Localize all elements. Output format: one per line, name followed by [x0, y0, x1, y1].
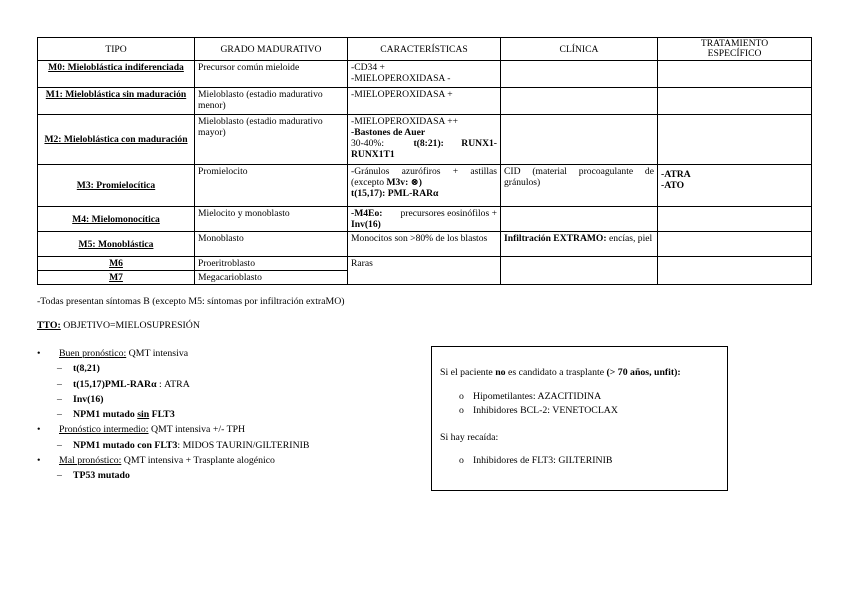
cell-tipo: M6 — [38, 257, 195, 271]
intermediate-prognosis-text: QMT intensiva +/- TPH — [148, 424, 246, 436]
list-subitem — [37, 377, 309, 392]
list-subitem — [37, 361, 309, 376]
dash-icon: – — [57, 393, 62, 405]
cell-clinica — [501, 257, 658, 285]
table-row — [38, 115, 812, 165]
subitem-text: : ATRA — [156, 378, 190, 390]
box-option-text: Inhibidores de FLT3: GILTERINIB — [473, 455, 613, 466]
header-grado: GRADO MADURATIVO — [195, 38, 348, 61]
cell-tratamiento — [658, 257, 812, 285]
table-row — [38, 165, 812, 207]
tto-text: OBJETIVO=MIELOSUPRESIÓN — [60, 320, 200, 331]
cell-clinica — [501, 61, 658, 88]
cell-clinica — [501, 88, 658, 115]
table-row — [38, 207, 812, 232]
car-line: -MIELOPEROXIDASA ++ — [351, 116, 459, 127]
box-option — [459, 455, 612, 466]
box-text-bold: (> 70 años, unfit): — [606, 367, 681, 378]
box-paragraph — [440, 367, 681, 378]
car-text: precursores eosinófilos + — [400, 208, 497, 219]
cell-caracteristicas: Raras — [348, 257, 501, 285]
cell-grado: Monoblasto — [195, 232, 348, 257]
cell-caracteristicas: Monocitos son >80% de los blastos — [348, 232, 501, 257]
box-text: Si el paciente — [440, 367, 496, 378]
subitem-text: sin — [137, 409, 150, 421]
box-option-text: Hipometilantes: AZACITIDINA — [473, 391, 602, 402]
dash-icon: – — [57, 439, 62, 451]
car-line: t(15,17): PML-RARα — [351, 188, 439, 199]
car-translocation: t(8:21): RUNX1-RUNX1T1 — [351, 138, 497, 160]
intermediate-prognosis-label: Pronóstico intermedio: — [59, 424, 149, 436]
cell-clinica: CID (material procoagulante de gránulos) — [501, 165, 658, 207]
subitem-text: FLT3 — [149, 409, 175, 421]
subitem-text: TP53 mutado — [73, 470, 130, 482]
box-text-bold: no — [495, 367, 506, 378]
car-percent: 30-40%: — [351, 138, 385, 149]
dash-icon: – — [57, 470, 62, 482]
dash-icon: – — [57, 363, 62, 375]
clinica-text: encías, piel — [606, 233, 653, 244]
table-row — [38, 61, 812, 88]
bullet-icon: • — [37, 455, 41, 467]
header-tratamiento-l2: ESPECÍFICO — [707, 48, 762, 59]
header-clinica: CLÍNICA — [501, 38, 658, 61]
header-tratamiento — [658, 38, 812, 61]
cell-tipo: M1: Mieloblástica sin maduración — [38, 88, 195, 115]
circle-bullet-icon: o — [459, 391, 464, 402]
good-prognosis-label: Buen pronóstico: — [59, 348, 127, 359]
bullet-icon: • — [37, 424, 41, 436]
cell-clinica — [501, 115, 658, 165]
cell-tipo: M0: Mieloblástica indiferenciada — [38, 61, 195, 88]
list-subitem — [37, 468, 309, 483]
cell-caracteristicas — [348, 207, 501, 232]
car-text: -Gránulos azurófiros + astillas (excepto — [351, 166, 497, 188]
trat-line: -ATRA — [661, 169, 691, 180]
list-item — [37, 453, 309, 468]
cell-tratamiento — [658, 115, 812, 165]
cell-grado: Mielocito y monoblasto — [195, 207, 348, 232]
subitem-text: NPM1 mutado con FLT3 — [73, 439, 178, 451]
list-subitem — [37, 392, 309, 407]
cell-caracteristicas — [348, 115, 501, 165]
cell-tratamiento — [658, 165, 812, 207]
dash-icon: – — [57, 378, 62, 390]
header-caracteristicas: CARACTERÍSTICAS — [348, 38, 501, 61]
good-prognosis-text: QMT intensiva — [126, 348, 189, 359]
subitem-text: NPM1 mutado — [73, 409, 138, 421]
list-subitem — [37, 407, 309, 422]
cell-tipo: M3: Promielocítica — [38, 165, 195, 207]
aml-classification-table — [37, 37, 812, 285]
trat-line: -ATO — [661, 180, 685, 191]
cell-tipo: M5: Monoblástica — [38, 232, 195, 257]
cell-tipo: M2: Mieloblástica con maduración — [38, 115, 195, 165]
cell-tratamiento — [658, 232, 812, 257]
header-tipo: TIPO — [38, 38, 195, 61]
dash-icon: – — [57, 409, 62, 421]
subitem-text: t(8,21) — [73, 363, 100, 375]
subitem-text: t(15,17)PML-RARα — [73, 378, 157, 390]
prognosis-list — [37, 346, 309, 484]
cell-grado: Precursor común mieloide — [195, 61, 348, 88]
table-row — [38, 257, 812, 271]
tto-label: TTO: — [37, 320, 61, 331]
cell-grado: Mieloblasto (estadio madurativo mayor) — [195, 115, 348, 165]
symptoms-note: -Todas presentan síntomas B (excepto M5: síntomas por infiltración extraMO) — [37, 296, 345, 307]
car-line — [351, 138, 497, 160]
bullet-icon: • — [37, 348, 41, 359]
circle-bullet-icon: o — [459, 455, 464, 466]
clinica-bold: Infiltración EXTRAMO: — [504, 233, 607, 244]
car-line: -CD34 + — [351, 62, 385, 73]
list-item — [37, 346, 309, 361]
box-paragraph: Si hay recaída: — [440, 432, 499, 443]
table-row — [38, 232, 812, 257]
cell-tratamiento — [658, 207, 812, 232]
car-text-bold: -M4Eo: — [351, 208, 383, 219]
circle-bullet-icon: o — [459, 405, 464, 416]
box-text: es candidato a trasplante — [505, 367, 607, 378]
car-text-bold: M3v: ⊗) — [386, 177, 422, 188]
cell-grado: Proeritroblasto — [195, 257, 348, 271]
cell-tratamiento — [658, 88, 812, 115]
box-option — [459, 391, 601, 402]
car-text-bold: Inv(16) — [351, 219, 381, 230]
cell-grado: Megacarioblasto — [195, 271, 348, 285]
cell-tratamiento — [658, 61, 812, 88]
box-option — [459, 405, 618, 416]
subitem-text: : MIDOS TAURIN/GILTERINIB — [177, 439, 310, 451]
bad-prognosis-label: Mal pronóstico: — [59, 455, 122, 467]
list-item — [37, 422, 309, 437]
subitem-text: Inv(16) — [73, 393, 104, 405]
cell-caracteristicas — [348, 61, 501, 88]
box-option-text: Inhibidores BCL-2: VENETOCLAX — [473, 405, 618, 416]
table-header-row — [38, 38, 812, 61]
car-line: -MIELOPEROXIDASA - — [351, 73, 451, 84]
tto-line — [37, 320, 200, 331]
cell-caracteristicas — [348, 165, 501, 207]
table-row — [38, 88, 812, 115]
cell-tipo: M4: Mielomonocítica — [38, 207, 195, 232]
cell-caracteristicas: -MIELOPEROXIDASA + — [348, 88, 501, 115]
list-subitem — [37, 438, 309, 453]
cell-clinica — [501, 207, 658, 232]
cell-grado: Promielocito — [195, 165, 348, 207]
cell-clinica — [501, 232, 658, 257]
car-line: -Bastones de Auer — [351, 127, 426, 138]
header-tratamiento-l1: TRATAMIENTO — [700, 38, 769, 49]
bad-prognosis-text: QMT intensiva + Trasplante alogénico — [121, 455, 275, 467]
cell-grado: Mieloblasto (estadio madurativo menor) — [195, 88, 348, 115]
non-candidate-box — [431, 346, 728, 491]
cell-tipo: M7 — [38, 271, 195, 285]
